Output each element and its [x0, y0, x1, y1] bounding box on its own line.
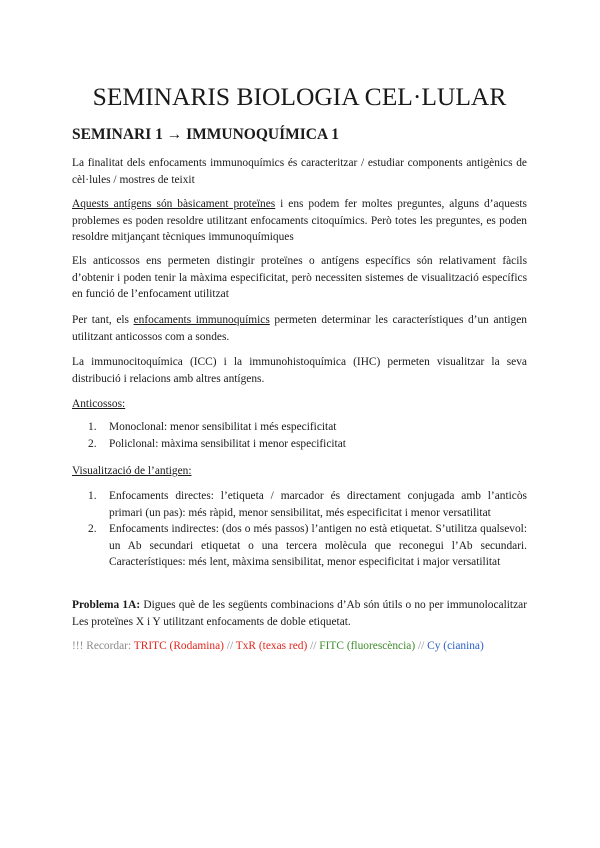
txr-label: TxR (texas red) [235, 640, 308, 652]
icc-ihc-paragraph: La immunocitoquímica (ICC) i la immunohistoquímica (IHC) permeten visualitzar la seva distribució i relacions amb altres antígens. [72, 356, 527, 385]
antigens-paragraph [72, 196, 527, 246]
list-number: 1. [88, 490, 97, 502]
separator: // [415, 640, 428, 652]
problem-text: Digues què de les següents combinacions d’Ab són útils o no per immunolocalitzar Les proteïnes X i Y utilitzant enfocaments de doble etiquetat. [72, 599, 527, 628]
page-title: SEMINARIS BIOLOGIA CEL·LULAR [92, 82, 507, 111]
list-text: Monoclonal: menor sensibilitat i més especificitat [109, 421, 337, 433]
list-item [72, 436, 527, 453]
approaches-paragraph [72, 312, 527, 345]
problem-paragraph [72, 597, 527, 630]
antigens-rest: i ens podem fer moltes preguntes, alguns d’aquests problemes es poden resoldre utilitzant enfocaments citoquímics. Però totes les preguntes, es poden resoldre mitjançant tècniques immunoquímiques [72, 198, 527, 243]
list-number: 2. [88, 523, 97, 535]
antibodies-paragraph: Els anticossos ens permeten distingir proteïnes o antígens específics són relativament fàcils d’obtenir i poden tenir la màxima especificitat, però necessiten sistemes de visualització específics en funció de l’enfocament utilitzat [72, 255, 527, 300]
seminar-heading: SEMINARI 1 → IMMUNOQUÍMICA 1 [72, 126, 339, 143]
visualization-list [72, 488, 527, 571]
visualization-heading: Visualització de l’antigen: [72, 465, 192, 477]
antibodies-list [72, 419, 527, 452]
list-item [72, 419, 527, 436]
approaches-underlined: enfocaments immunoquímics [133, 314, 270, 326]
approaches-after: permeten determinar les característiques d’un antigen utilitzant anticossos com a sondes. [72, 314, 527, 343]
fitc-label: FITC (fluorescència) [319, 640, 416, 652]
antigens-underlined: Aquests antígens són bàsicament proteïnes [72, 198, 276, 210]
separator: // [223, 640, 236, 652]
problem-label: Problema 1A: [72, 599, 141, 611]
list-item [72, 521, 527, 571]
list-number: 2. [88, 437, 97, 450]
cy-label: Cy (cianina) [427, 640, 484, 652]
tritc-label: TRITC (Rodamina) [133, 640, 224, 652]
list-item [72, 488, 527, 521]
approaches-before: Per tant, els [72, 314, 134, 326]
antibodies-heading: Anticossos: [72, 398, 126, 410]
list-text: Policlonal: màxima sensibilitat i menor especificitat [109, 437, 346, 450]
separator: // [307, 640, 320, 652]
list-number: 1. [88, 421, 97, 433]
intro-paragraph: La finalitat dels enfocaments immunoquímics és caracteritzar / estudiar components antigènics de cèl·lules / mostres de teixit [72, 157, 527, 186]
list-text: Enfocaments directes: l’etiqueta / marcador és directament conjugada amb l’anticòs primari (un pas): més ràpid, menor sensibilitat, més especificitat i menor versatilitat [109, 490, 527, 519]
list-text: Enfocaments indirectes: (dos o més passos) l’antigen no està etiquetat. S’utilitza qualsevol: un Ab secundari etiquetat o una tercera molècula que reconegui l’Ab secundari. Característiques: més lent, màxima sensibilitat, menor especificitat i major versatilitat [109, 523, 527, 568]
reminder-line [72, 638, 527, 655]
reminder-prefix: !!! Recordar: [72, 640, 134, 652]
